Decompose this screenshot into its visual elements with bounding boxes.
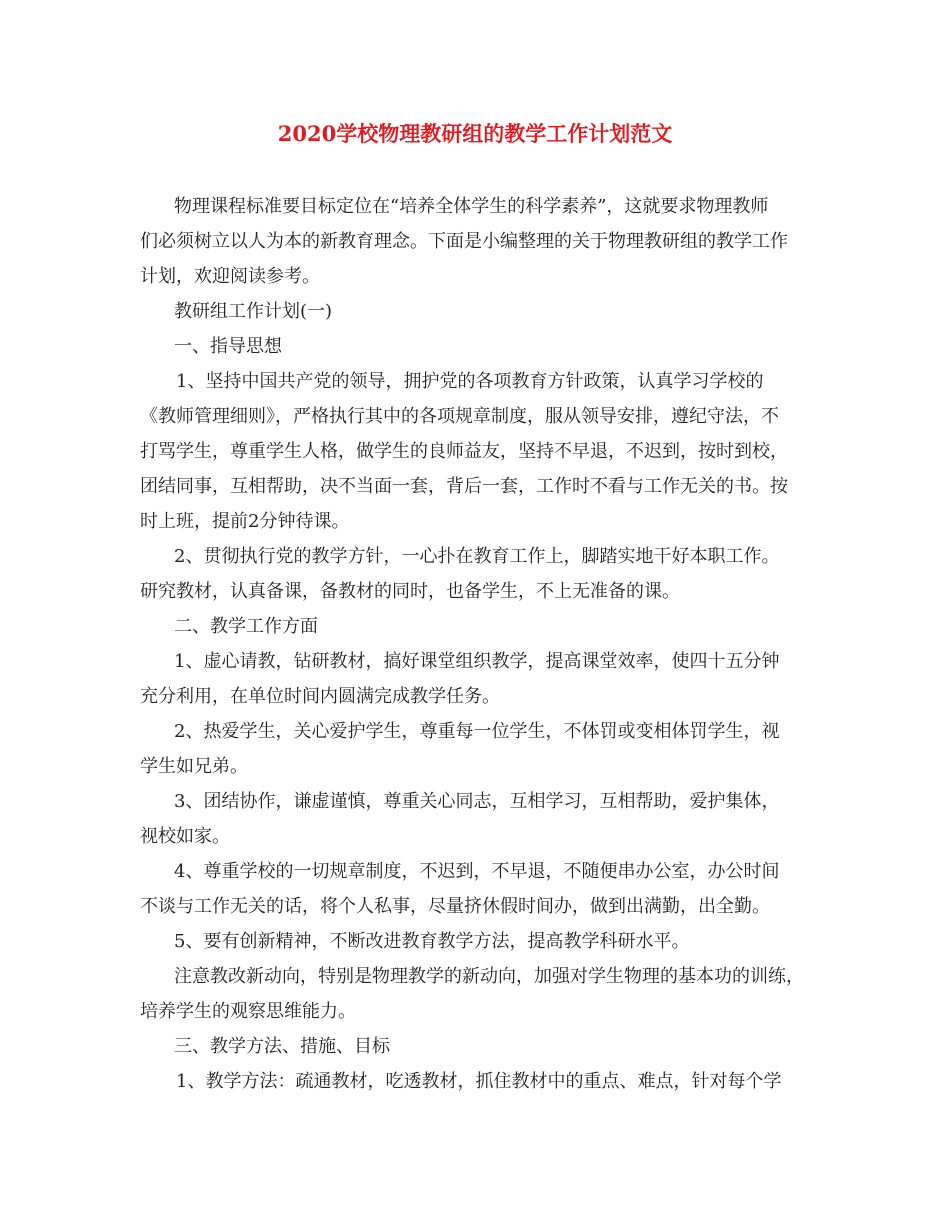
- paragraph-line: 学生如兄弟。: [140, 756, 248, 777]
- paragraph-line: 充分利用，在单位时间内圆满完成教学任务。: [140, 686, 500, 707]
- paragraph-line: 2、热爱学生，关心爱护学生，尊重每一位学生，不体罚或变相体罚学生，视: [174, 721, 780, 742]
- paragraph-line: 2、贯彻执行党的教学方针，一心扑在教育工作上，脚踏实地干好本职工作。: [174, 546, 780, 567]
- section-heading: 二、教学工作方面: [174, 616, 318, 637]
- paragraph-line: 计划，欢迎阅读参考。: [140, 266, 320, 287]
- section-heading: 三、教学方法、措施、目标: [174, 1036, 390, 1057]
- paragraph-line: 时上班，提前2分钟待课。: [140, 511, 350, 532]
- paragraph-line: 视校如家。: [140, 826, 230, 847]
- paragraph-line: 1、虚心请教，钻研教材，搞好课堂组织教学，提高课堂效率，使四十五分钟: [174, 651, 780, 672]
- paragraph-line: 1、教学方法：疏通教材，吃透教材，抓住教材中的重点、难点，针对每个学: [176, 1071, 782, 1092]
- document-title: 2020学校物理教研组的教学工作计划范文: [277, 121, 673, 146]
- paragraph-line: 研究教材，认真备课，备教材的同时，也备学生，不上无准备的课。: [140, 581, 680, 602]
- paragraph-line: 物理课程标准要目标定位在“培养全体学生的科学素养”，这就要求物理教师: [174, 196, 769, 217]
- paragraph-line: 培养学生的观察思维能力。: [140, 1001, 356, 1022]
- paragraph-line: 3、团结协作，谦虚谨慎，尊重关心同志，互相学习，互相帮助，爱护集体，: [174, 791, 780, 812]
- paragraph-line: 《教师管理细则》，严格执行其中的各项规章制度，服从领导安排，遵纪守法，不: [140, 406, 779, 427]
- paragraph-line: 们必须树立以人为本的新教育理念。下面是小编整理的关于物理教研组的教学工作: [140, 231, 788, 252]
- paragraph-line: 打骂学生，尊重学生人格，做学生的良师益友，坚持不早退，不迟到，按时到校，: [140, 441, 788, 462]
- paragraph-line: 5、要有创新精神，不断改进教育教学方法，提高教学科研水平。: [174, 931, 690, 952]
- section-heading: 教研组工作计划(一): [174, 301, 333, 322]
- paragraph-line: 注意教改新动向，特别是物理教学的新动向，加强对学生物理的基本功的训练，: [174, 966, 804, 987]
- paragraph-line: 4、尊重学校的一切规章制度，不迟到，不早退，不随便串办公室，办公时间: [174, 861, 780, 882]
- paragraph-line: 团结同事，互相帮助，决不当面一套，背后一套，工作时不看与工作无关的书。按: [140, 476, 788, 497]
- paragraph-line: 1、坚持中国共产党的领导，拥护党的各项教育方针政策，认真学习学校的: [176, 371, 764, 392]
- paragraph-line: 不谈与工作无关的话，将个人私事，尽量挤休假时间办，做到出满勤，出全勤。: [140, 896, 770, 917]
- section-heading: 一、指导思想: [174, 336, 282, 357]
